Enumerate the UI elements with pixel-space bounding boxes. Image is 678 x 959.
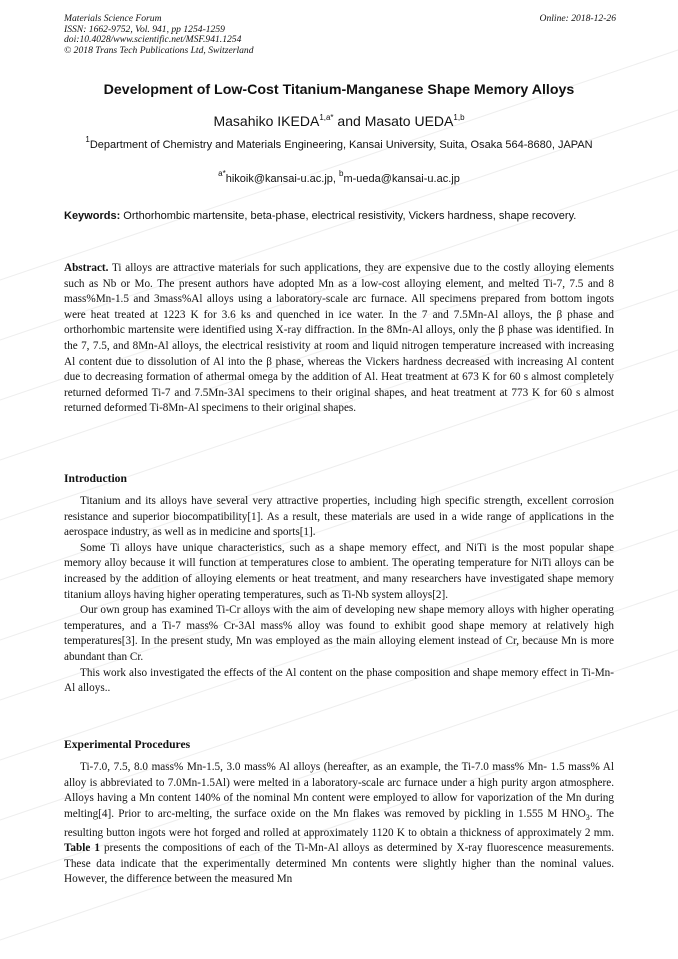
email-a-sup: a* (218, 169, 226, 178)
experimental-paragraph-1 (64, 760, 614, 888)
intro-paragraph-4: This work also investigated the effects of the Al content on the phase composition and shape memory effect in Ti-Mn-Al alloys.. (64, 666, 614, 695)
affiliation-sup: 1 (85, 135, 90, 144)
author-line (40, 113, 638, 130)
email-a[interactable]: hikoik@kansai-u.ac.jp (225, 173, 333, 185)
keywords-text: Orthorhombic martensite, beta-phase, electrical resistivity, Vickers hardness, shape recovery. (120, 210, 577, 222)
email-b-sup: b (339, 169, 344, 178)
emails (40, 169, 638, 186)
keywords-label: Keywords: (64, 210, 121, 222)
affiliation-text: Department of Chemistry and Materials Engineering, Kansai University, Suita, Osaka 564-8680, JAPAN (89, 139, 593, 151)
abstract (64, 261, 614, 417)
keywords (64, 210, 614, 224)
intro-paragraph-2: Some Ti alloys have unique characteristics, such as a shape memory effect, and NiTi is the most popular shape memory alloy because it will function at temperatures close to ambient. The operating temperature for NiTi alloys can be increased by the addition of alloying elements or heat treatment, and many researchers have investigated shape memory titanium alloys having higher operating temperatures, such as Ti-Nb system alloys[2]. (64, 541, 614, 601)
table-1-ref: Table 1 (64, 842, 100, 855)
online-date: Online: 2018-12-26 (539, 13, 616, 24)
exp-text-c: presents the compositions of each of the Ti-Mn-Al alloys as determined by X-ray fluorescence measurements. These data indicate that the experimentally determined Mn contents were slightly higher than the nominal values. However, the difference between the measured Mn (64, 842, 614, 886)
experimental-body (64, 760, 614, 888)
exp-text-b: . The resulting button ingots were hot forged and rolled at approximately 1120 K to obtain a thickness of approximately 2 mm. (64, 807, 614, 839)
email-sep: , (332, 173, 340, 185)
author-1: Masahiko IKEDA (213, 113, 320, 129)
doi[interactable]: doi:10.4028/www.scientific.net/MSF.941.1254 (64, 34, 242, 45)
abstract-text: Ti alloys are attractive materials for such applications, they are expensive due to the costly alloying elements such as Nb or Mo. The present authors have adopted Mn as a low-cost alloying element, and melted Ti-7, 7.5 and 8 mass%Mn-1.5 and 3mass%Al alloys using a laboratory-scale arc furnace. All specimens prepared from bottom ingots were heat treated at 1223 K for 3.6 ks and quenched in ice water. In the 7 and 7.5Mn-Al alloys, the β phase and orthorhombic martensite were identified using X-ray diffraction. In the 8Mn-Al alloys, only the β phase was identified. In the 7, 7.5, and 8Mn-Al alloys, the electrical resistivity at room and liquid nitrogen temperature increased with increasing Al content due to dissolution of Al into the β phase, whereas the Vickers hardness decreased with increasing Al content due to decreasing formation of athermal omega by the addition of Al. Heat treatment at 673 K for 60 s almost completely returned deformed Ti-7 and 7.5Mn-3Al specimens to their original shapes, and heat treatment at 773 K for 60 s almost returned deformed Ti-8Mn-Al specimens to their original shapes. (64, 262, 614, 415)
paper-title: Development of Low-Cost Titanium-Manganese Shape Memory Alloys (103, 82, 575, 98)
intro-paragraph-1: Titanium and its alloys have several very attractive properties, including high specific strength, excellent corrosion resistance and superior biocompatibility[1]. As a result, these materials are used in a wide range of applications in the aerospace industry, as well as in medicine and sports[1]. (64, 495, 614, 539)
journal-header (64, 14, 254, 56)
email-b[interactable]: m-ueda@kansai-u.ac.jp (343, 173, 460, 185)
journal-name: Materials Science Forum (64, 13, 162, 24)
exp-sub: 3 (585, 813, 590, 823)
experimental-heading: Experimental Procedures (64, 738, 191, 751)
introduction-heading: Introduction (64, 472, 127, 485)
affiliation (66, 135, 612, 152)
abstract-label: Abstract. (64, 262, 109, 274)
intro-paragraph-3: Our own group has examined Ti-Cr alloys with the aim of developing new shape memory alloys with higher operating temperatures, and a Ti-7 mass% Cr-3Al mass% alloy was found to exhibit good shape memory at relatively high temperatures[3]. In the present study, Mn was employed as the main alloying element instead of Cr, because Mn is more abundant than Cr. (64, 604, 614, 663)
author-1-sup: 1,a* (319, 113, 334, 122)
copyright: © 2018 Trans Tech Publications Ltd, Switzerland (64, 44, 254, 56)
issn: ISSN: 1662-9752, Vol. 941, pp 1254-1259 (64, 23, 225, 35)
introduction-body (64, 494, 614, 697)
author-2-sup: 1,b (453, 113, 465, 122)
exp-text-a: Ti-7.0, 7.5, 8.0 mass% Mn-1.5, 3.0 mass% Al alloys (hereafter, as an example, the Ti-7.0 mass% Mn- 1.5 mass% Al alloy is abbreviated to 7.0Mn-1.5Al) were melted in a laboratory-scale arc furnace under a high purity argon atmosphere. Alloys having a Mn content 140% of the nominal Mn content were employed to allow for vaporization of the Mn during melting[4]. Prior to arc-melting, the surface oxide on the Mn flakes was removed by pickling in 1.555 M HNO (64, 761, 614, 820)
author-and: and (333, 113, 365, 129)
author-2: Masato UEDA (364, 113, 454, 129)
